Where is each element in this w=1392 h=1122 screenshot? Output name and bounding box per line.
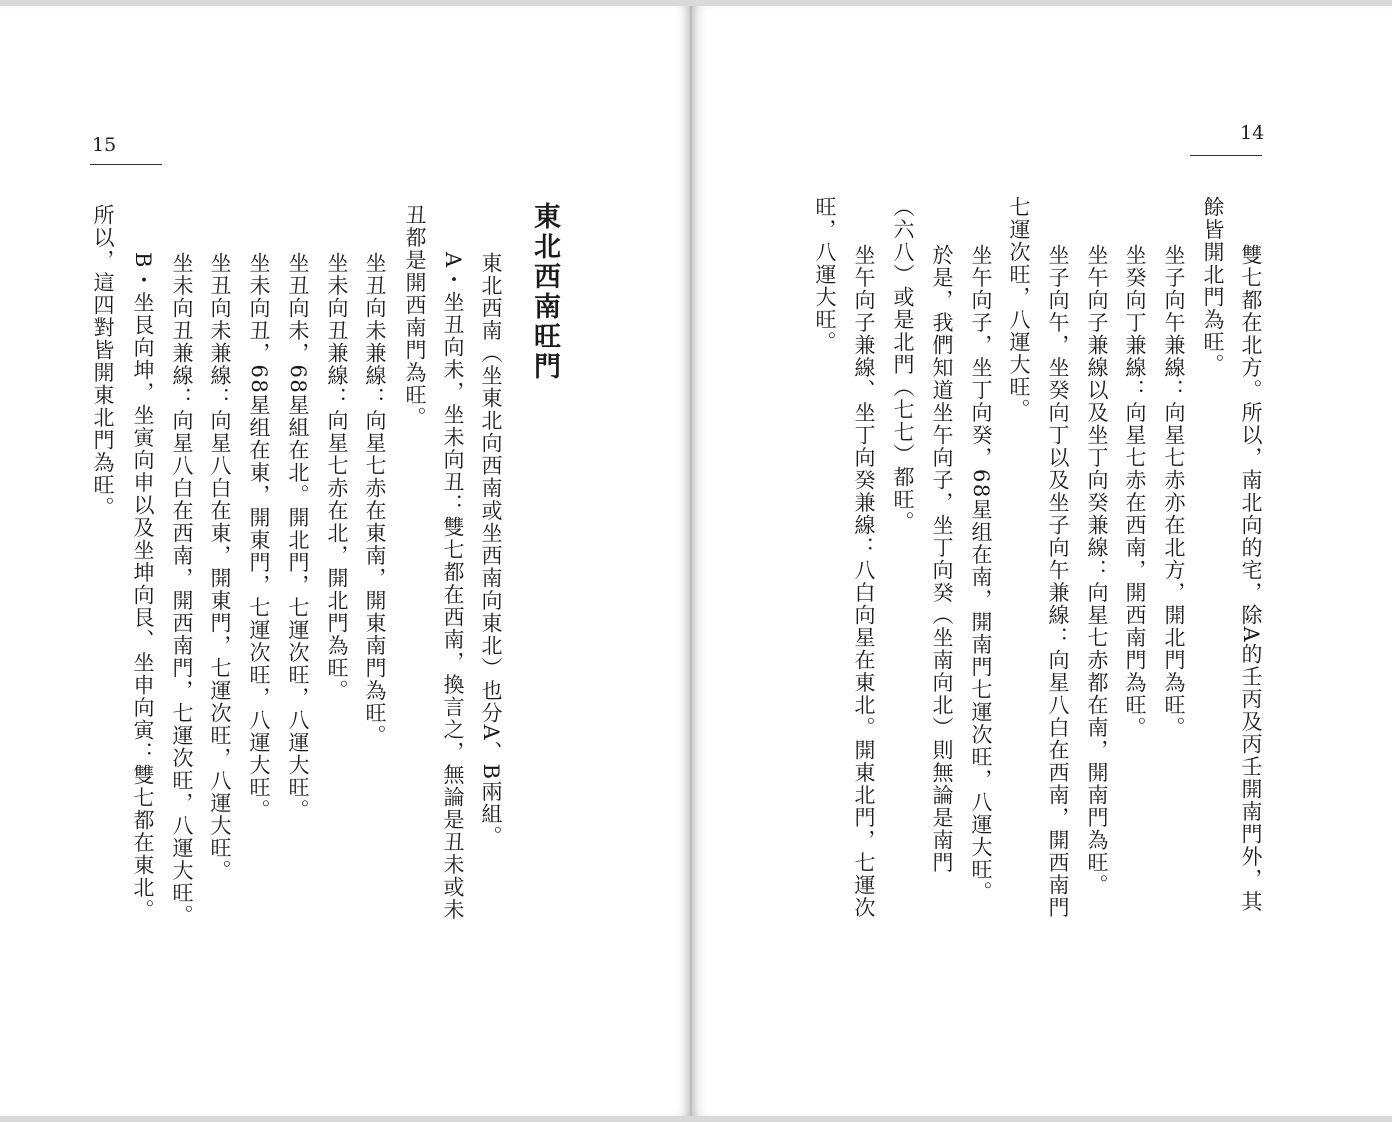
left-line-8: 坐丑向未兼線：向星八白在東，開東門，七運次旺，八運大旺。 (208, 252, 232, 882)
right-line-12: 旺，八運大旺。 (813, 196, 837, 354)
left-line-2: A・坐丑向未，坐未向丑：雙七都在西南，換言之，無論是丑未或未 (441, 252, 465, 922)
left-page-number: 15 (92, 134, 117, 156)
right-line-4: 坐癸向丁兼線：向星七赤在西南，開西南門為旺。 (1123, 244, 1147, 739)
right-line-1: 雙七都在北方。所以，南北向的宅，除A的壬丙及丙壬開南門外，其 (1239, 244, 1263, 914)
right-page (692, 6, 1392, 1116)
left-line-3: 丑都是開西南門為旺。 (403, 204, 427, 429)
left-line-7: 坐未向丑，68星组在東，開東門，七運次旺，八運大旺。 (247, 252, 271, 822)
section-heading: 東北西南旺門 (529, 202, 560, 382)
right-line-6: 坐子向午，坐癸向丁以及坐子向午兼線：向星八白在西南，開西南門 (1046, 244, 1070, 919)
right-line-11: 坐午向子兼線、坐丁向癸兼線：八白向星在東北。開東北門，七運次 (852, 244, 876, 919)
left-line-10: B・坐艮向坤，坐寅向申以及坐坤向艮、坐申向寅：雙七都在東北。 (131, 252, 155, 922)
right-line-3: 坐子向午兼線：向星七赤亦在北方，開北門為旺。 (1162, 244, 1186, 739)
left-page (0, 6, 690, 1116)
right-line-8: 坐午向子，坐丁向癸，68星组在南，開南門七運次旺，八運大旺。 (969, 244, 993, 904)
right-page-number: 14 (1240, 122, 1265, 144)
left-line-5: 坐未向丑兼線：向星七赤在北，開北門為旺。 (325, 252, 349, 702)
right-line-9: 於是，我們知道坐午向子，坐丁向癸（坐南向北）則無論是南門 (930, 244, 954, 874)
left-line-11: 所以，這四對皆開東北門為旺。 (91, 204, 115, 519)
right-line-2: 餘皆開北門為旺。 (1201, 196, 1225, 376)
left-line-4: 坐丑向未兼線：向星七赤在東南，開東南門為旺。 (363, 252, 387, 747)
left-line-1: 東北西南（坐東北向西南或坐西南向東北）也分A、B兩組。 (479, 252, 503, 849)
right-line-7: 七運次旺，八運大旺。 (1007, 196, 1031, 421)
right-line-5: 坐午向子兼線以及坐丁向癸兼線：向星七赤都在南，開南門為旺。 (1085, 244, 1109, 897)
left-line-6: 坐丑向未，68星組在北。開北門，七運次旺，八運大旺。 (286, 252, 310, 822)
right-page-rule (1190, 155, 1262, 156)
right-line-10: （六八）或是北門（七七）都旺。 (891, 196, 915, 534)
left-line-9: 坐未向丑兼線：向星八白在西南，開西南門，七運次旺，八運大旺。 (170, 252, 194, 927)
left-page-rule (90, 164, 162, 165)
